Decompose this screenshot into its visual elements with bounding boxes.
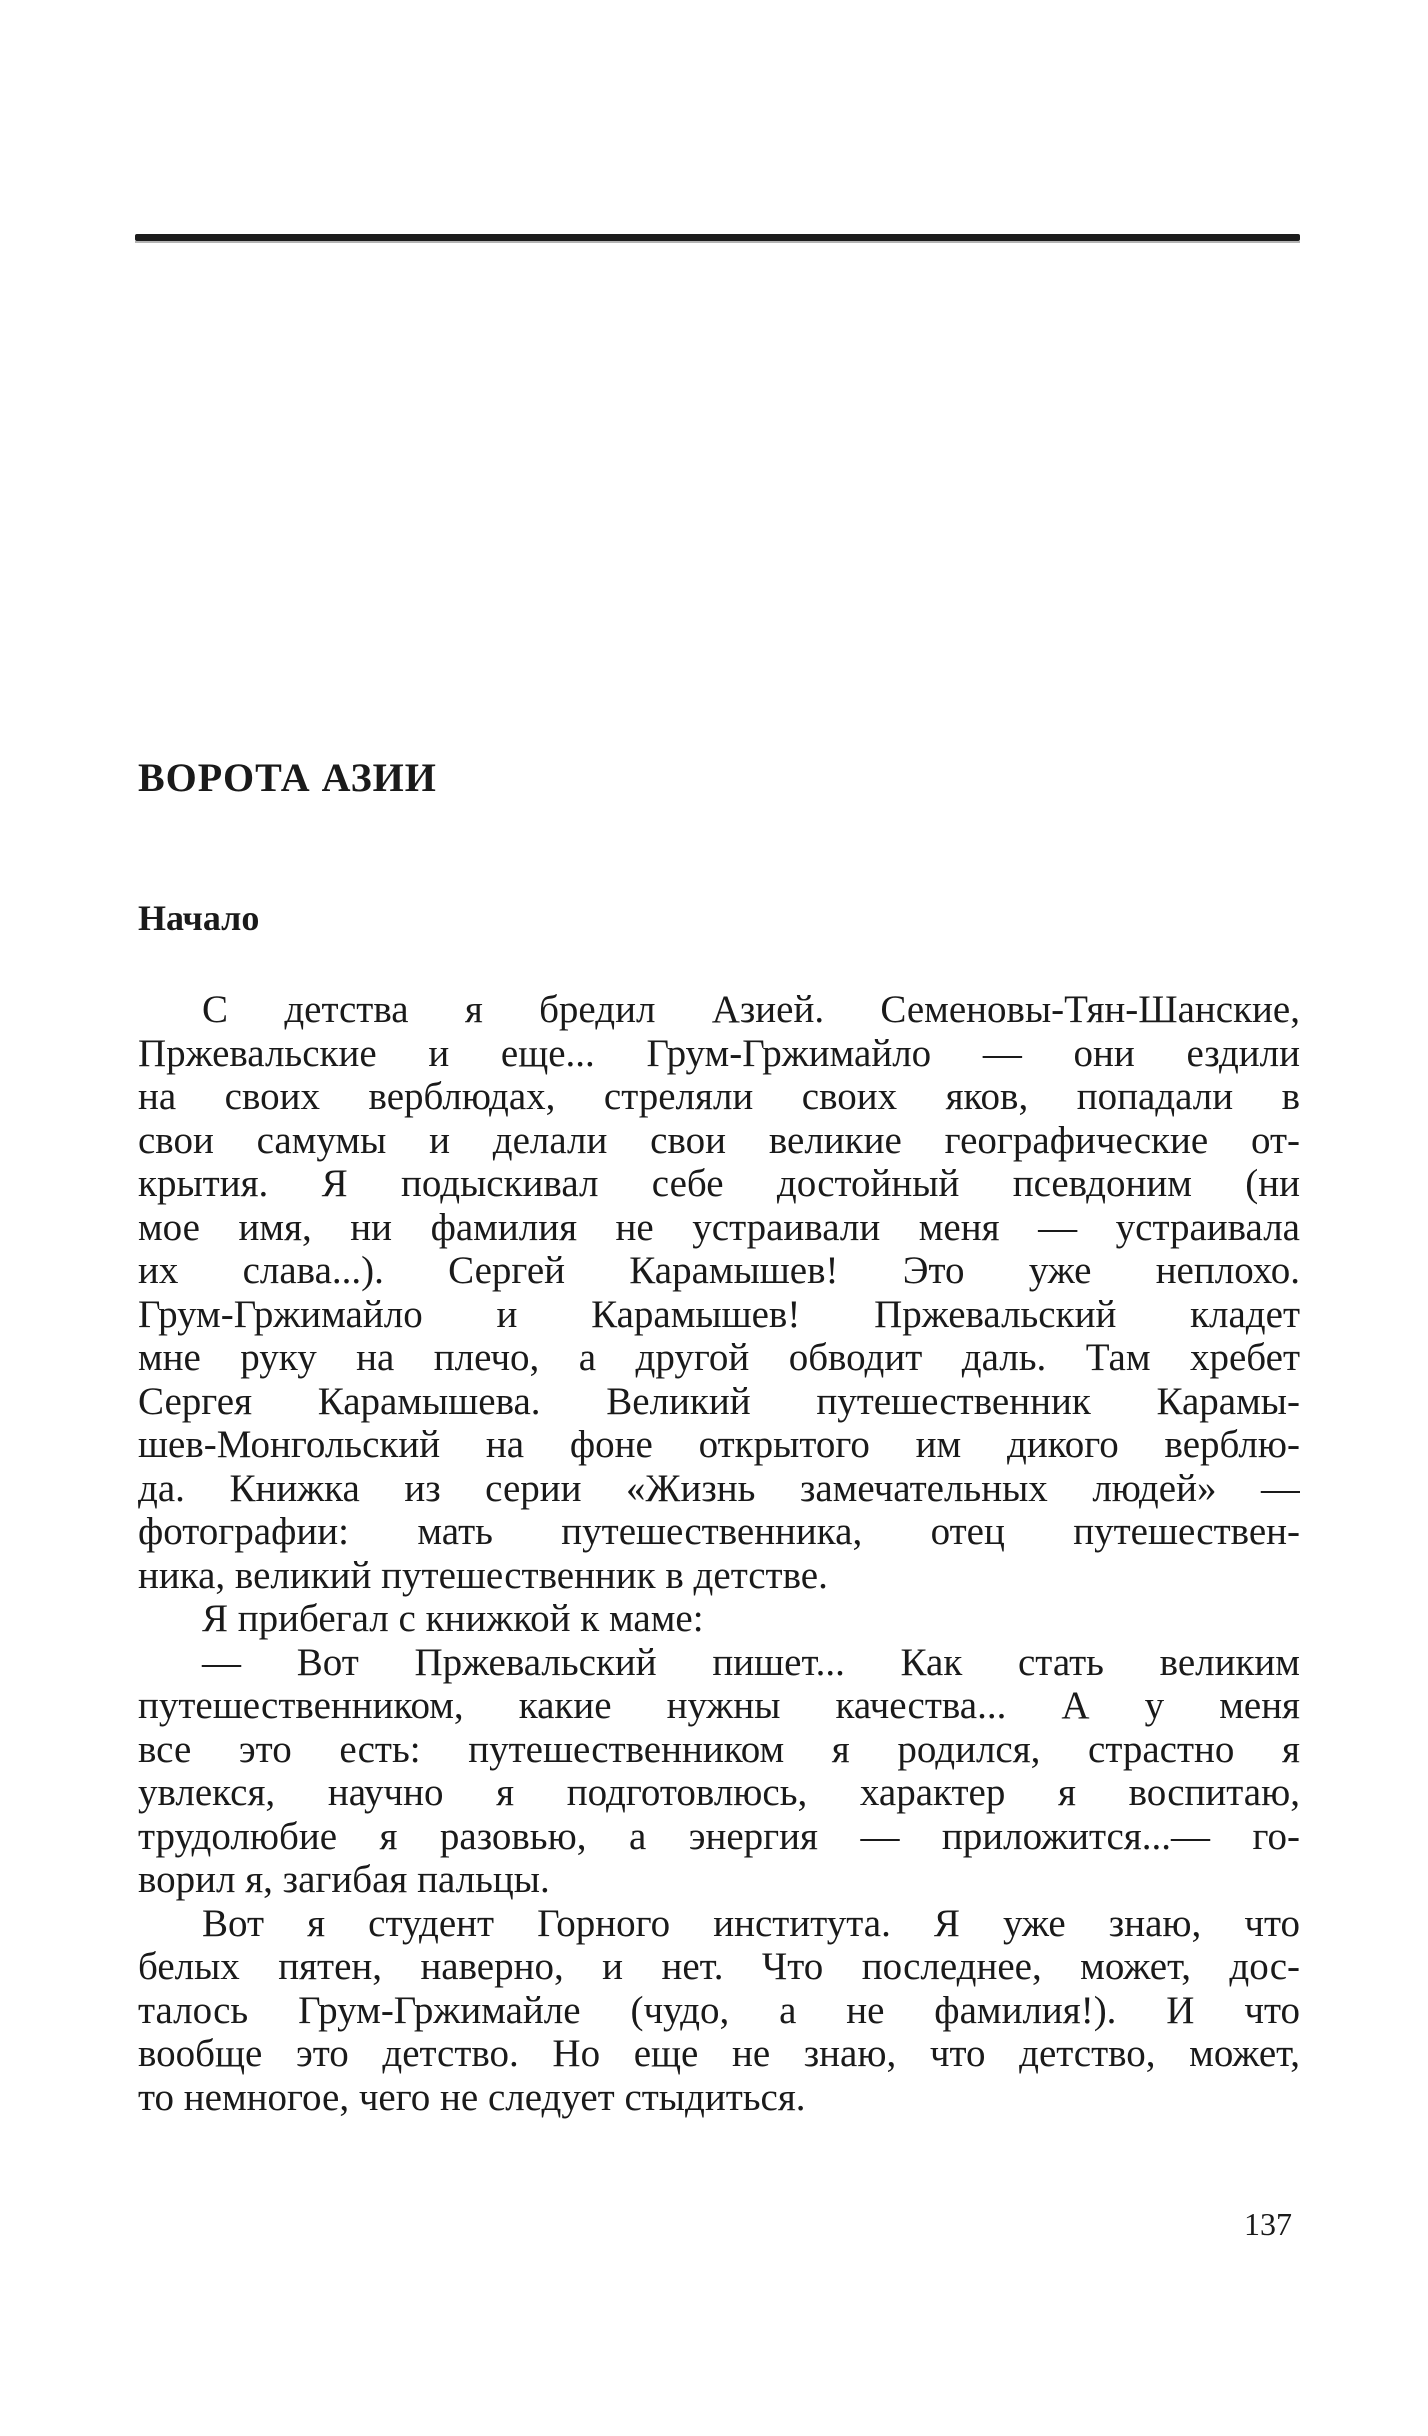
text-line: Грум-Гржимайло и Карамышев! Пржевальский кладет (138, 1292, 1300, 1336)
text-line: белых пятен, наверно, и нет. Что последнее, может, дос- (138, 1945, 1300, 1988)
text-line: Вот я студент Горного института. Я уже знаю, что (202, 1901, 1300, 1945)
text-line: Сергея Карамышева. Великий путешественник Карамы- (138, 1379, 1300, 1423)
text-line: то немногое, чего не следует стыдиться. (138, 2075, 806, 2119)
text-line: Я прибегал с книжкой к маме: (202, 1597, 704, 1640)
text-line: трудолюбие я разовью, а энергия — приложится...— го- (138, 1814, 1300, 1858)
paragraph (138, 1902, 1300, 2120)
chapter-title: ВОРОТА АЗИИ (138, 755, 437, 800)
text-line: — Вот Пржевальский пишет... Как стать великим (202, 1640, 1300, 1684)
text-line: ворил я, загибая пальцы. (138, 1858, 550, 1901)
text-line: увлекся, научно я подготовлюсь, характер я воспитаю, (138, 1771, 1300, 1814)
page-number: 137 (1244, 2206, 1292, 2242)
text-line: их слава...). Сергей Карамышев! Это уже неплохо. (138, 1249, 1300, 1292)
text-line: крытия. Я подыскивал себе достойный псевдоним (ни (138, 1162, 1300, 1205)
top-rule (135, 234, 1300, 241)
text-line: Пржевальские и еще... Грум-Гржимайло — они ездили (138, 1031, 1300, 1075)
paragraph (138, 1597, 1300, 1641)
text-line: да. Книжка из серии «Жизнь замечательных людей» — (138, 1466, 1300, 1510)
section-title: Начало (138, 898, 260, 938)
text-line: все это есть: путешественником я родился, страстно я (138, 1727, 1300, 1771)
text-line: талось Грум-Гржимайле (чудо, а не фамилия!). И что (138, 1988, 1300, 2032)
text-line: мое имя, ни фамилия не устраивали меня — устраивала (138, 1205, 1300, 1249)
text-line: свои самумы и делали свои великие географические от- (138, 1118, 1300, 1162)
text-line: шев-Монгольский на фоне открытого им дикого верблю- (138, 1423, 1300, 1466)
text-line: ника, великий путешественник в детстве. (138, 1553, 828, 1597)
text-line: на своих верблюдах, стреляли своих яков, попадали в (138, 1075, 1300, 1118)
text-line: фотографии: мать путешественника, отец путешествен- (138, 1510, 1300, 1553)
paragraph (138, 988, 1300, 1597)
paragraph (138, 1641, 1300, 1902)
text-line: мне руку на плечо, а другой обводит даль. Там хребет (138, 1336, 1300, 1379)
text-line: вообще это детство. Но еще не знаю, что детство, может, (138, 2032, 1300, 2075)
text-line: С детства я бредил Азией. Семеновы-Тян-Шанские, (202, 988, 1300, 1031)
text-line: путешественником, какие нужны качества... А у меня (138, 1684, 1300, 1727)
body-text (138, 988, 1300, 2119)
